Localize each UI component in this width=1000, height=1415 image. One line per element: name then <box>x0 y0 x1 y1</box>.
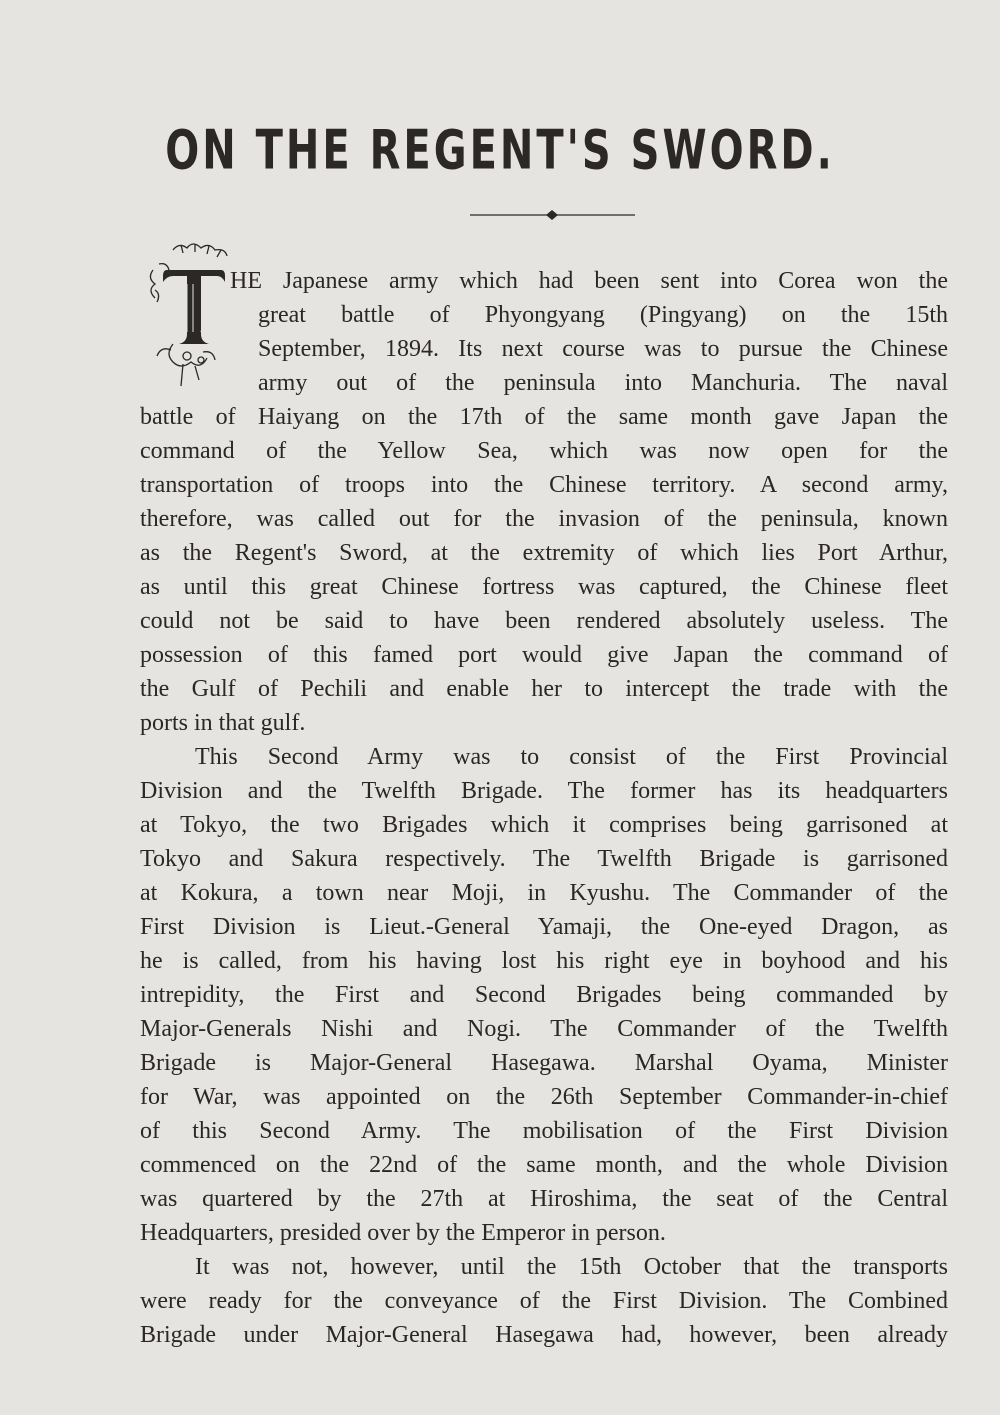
decorated-initial-t <box>143 240 235 390</box>
text-line: battle of Haiyang on the 17th of the same month gave Japan the <box>140 404 948 430</box>
text-line: as the Regent's Sword, at the extremity of which lies Port Arthur, <box>140 540 948 566</box>
title-divider-ornament <box>470 207 635 223</box>
text-line: of this Second Army. The mobilisation of the First Division <box>140 1118 948 1144</box>
text-line: was quartered by the 27th at Hiroshima, the seat of the Central <box>140 1186 948 1212</box>
text-line: intrepidity, the First and Second Brigades being commanded by <box>140 982 948 1008</box>
text-line: as until this great Chinese fortress was captured, the Chinese fleet <box>140 574 948 600</box>
text-line: the Gulf of Pechili and enable her to intercept the trade with the <box>140 676 948 702</box>
text-line: Division and the Twelfth Brigade. The former has its headquarters <box>140 778 948 804</box>
text-line: therefore, was called out for the invasion of the peninsula, known <box>140 506 948 532</box>
text-line: army out of the peninsula into Manchuria. The naval <box>258 370 948 396</box>
text-line: commenced on the 22nd of the same month, and the whole Division <box>140 1152 948 1178</box>
text-line: possession of this famed port would give Japan the command of <box>140 642 948 668</box>
text-line: Tokyo and Sakura respectively. The Twelfth Brigade is garrisoned <box>140 846 948 872</box>
text-line: ports in that gulf. <box>140 710 306 736</box>
text-line: were ready for the conveyance of the First Division. The Combined <box>140 1288 948 1314</box>
text-line: he is called, from his having lost his right eye in boyhood and his <box>140 948 948 974</box>
text-line: Headquarters, presided over by the Emperor in person. <box>140 1220 666 1246</box>
text-line: could not be said to have been rendered absolutely useless. The <box>140 608 948 634</box>
text-line: First Division is Lieut.-General Yamaji, the One-eyed Dragon, as <box>140 914 948 940</box>
text-line: HE Japanese army which had been sent into Corea won the <box>230 268 948 294</box>
text-line: It was not, however, until the 15th October that the transports <box>195 1254 948 1280</box>
text-line: Brigade is Major-General Hasegawa. Marshal Oyama, Minister <box>140 1050 948 1076</box>
chapter-title: ON THE REGENT'S SWORD. <box>165 120 835 183</box>
text-line: great battle of Phyongyang (Pingyang) on the 15th <box>258 302 948 328</box>
text-line: This Second Army was to consist of the First Provincial <box>195 744 948 770</box>
text-line: at Tokyo, the two Brigades which it comprises being garrisoned at <box>140 812 948 838</box>
text-line: transportation of troops into the Chinese territory. A second army, <box>140 472 948 498</box>
text-line: Major-Generals Nishi and Nogi. The Commander of the Twelfth <box>140 1016 948 1042</box>
text-line: at Kokura, a town near Moji, in Kyushu. The Commander of the <box>140 880 948 906</box>
text-line: Brigade under Major-General Hasegawa had, however, been already <box>140 1322 948 1348</box>
text-line: September, 1894. Its next course was to pursue the Chinese <box>258 336 948 362</box>
text-line: for War, was appointed on the 26th September Commander-in-chief <box>140 1084 948 1110</box>
text-line: command of the Yellow Sea, which was now open for the <box>140 438 948 464</box>
